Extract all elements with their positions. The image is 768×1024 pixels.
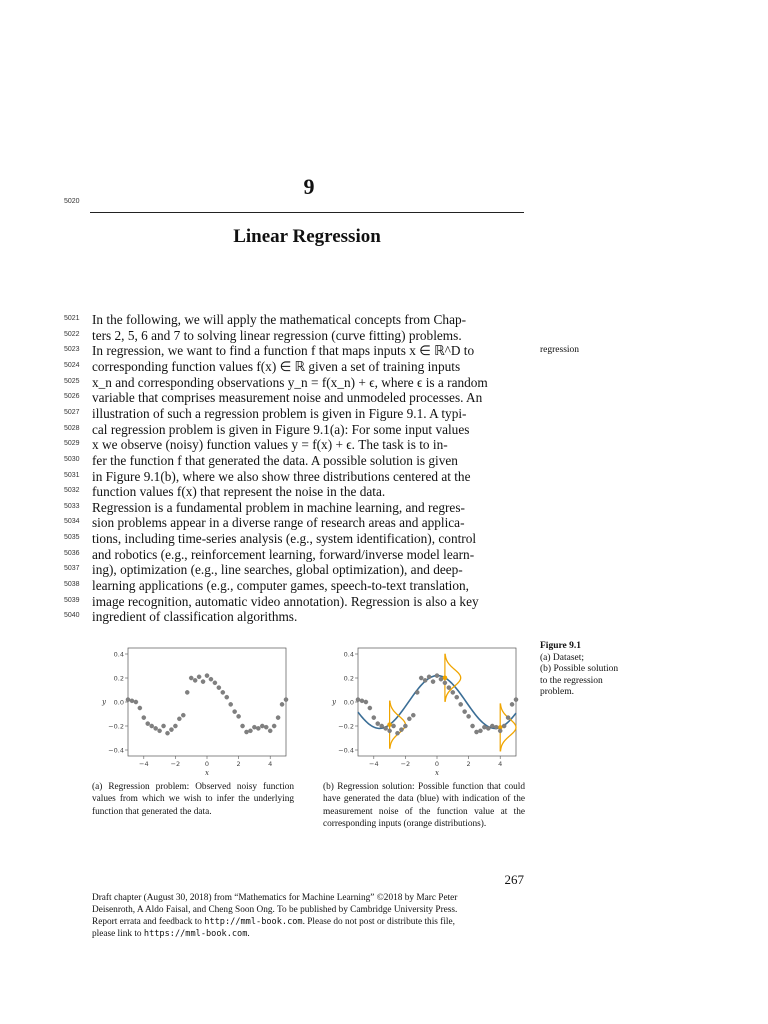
- data-point: [502, 724, 506, 728]
- line-number: 5027: [64, 408, 80, 416]
- y-tick-label: 0.0: [343, 698, 354, 707]
- subcaption-a: (a) Regression problem: Observed noisy function values from which we wish to infer the underlying function that generated the data.: [92, 782, 294, 817]
- data-point: [233, 710, 237, 714]
- data-point: [384, 726, 388, 730]
- data-point: [189, 676, 193, 680]
- footer-line: please link to https://mml-book.com.: [92, 929, 250, 940]
- data-point: [388, 729, 392, 733]
- body-line: variable that comprises measurement noise and unmodeled processes. An: [92, 390, 483, 406]
- figure-caption-line: to the regression: [540, 675, 603, 686]
- data-point: [356, 698, 360, 702]
- x-tick-label: −4: [369, 760, 379, 768]
- body-line: ing), optimization (e.g., line searches, global optimization), and deep-: [92, 562, 463, 578]
- footer-line: Deisenroth, A Aldo Faisal, and Cheng Soon Ong. To be published by Cambridge University Press.: [92, 905, 458, 916]
- body-line: image recognition, automatic video annotation). Regression is also a key: [92, 593, 479, 609]
- data-point: [399, 728, 403, 732]
- model-curve: [358, 676, 516, 729]
- footer-url-link[interactable]: http://mml-book.com: [204, 917, 303, 928]
- body-line: illustration of such a regression problem is given in Figure 9.1. A typi-: [92, 405, 467, 421]
- data-point: [403, 724, 407, 728]
- data-point: [197, 675, 201, 679]
- line-number: 5035: [64, 534, 80, 542]
- line-number: 5031: [64, 471, 80, 479]
- data-point: [364, 700, 368, 704]
- data-point: [467, 714, 471, 718]
- x-tick-label: 0: [434, 760, 440, 768]
- x-axis-label: x: [435, 769, 439, 776]
- figure-caption-line: problem.: [540, 687, 575, 697]
- data-point: [142, 716, 146, 720]
- data-point: [221, 690, 225, 694]
- body-line: tions, including time-series analysis (e.g., system identification), control: [92, 531, 477, 547]
- figure-caption-line: (a) Dataset;: [540, 652, 585, 663]
- footer-line: Draft chapter (August 30, 2018) from “Mathematics for Machine Learning” ©2018 by Marc Peter: [92, 893, 458, 903]
- chart-a-regression-problem: [92, 640, 292, 776]
- data-point: [435, 674, 439, 678]
- line-number: 5023: [64, 346, 80, 354]
- data-point: [138, 706, 142, 710]
- data-point: [237, 714, 241, 718]
- line-number: 5038: [64, 581, 80, 589]
- line-number: 5030: [64, 455, 80, 463]
- data-point: [268, 729, 272, 733]
- margin-note: regression: [540, 345, 580, 355]
- data-point: [146, 722, 150, 726]
- data-point: [411, 713, 415, 717]
- line-number: 5032: [64, 487, 80, 495]
- body-line: sion problems appear in a diverse range of research areas and applica-: [92, 515, 465, 531]
- line-number: 5039: [64, 596, 80, 604]
- data-point: [169, 728, 173, 732]
- data-point: [498, 729, 502, 733]
- body-line: learning applications (e.g., computer games, speech-to-text translation,: [92, 578, 469, 594]
- data-point: [244, 730, 248, 734]
- data-point: [419, 676, 423, 680]
- data-point: [478, 729, 482, 733]
- data-point: [217, 686, 221, 690]
- figure-caption-line: (b) Possible solution: [540, 664, 619, 674]
- data-point: [154, 726, 158, 730]
- data-point: [264, 725, 268, 729]
- data-point: [439, 677, 443, 681]
- chapter-rule: [90, 212, 524, 213]
- data-point: [272, 724, 276, 728]
- y-tick-label: −0.4: [108, 746, 124, 755]
- plot-frame: [358, 648, 516, 756]
- x-tick-label: 4: [498, 760, 503, 768]
- figure-label: Figure 9.1: [540, 641, 581, 651]
- x-axis-label: x: [205, 769, 209, 776]
- body-line: ingredient of classification algorithms.: [92, 609, 298, 625]
- x-tick-label: 2: [236, 760, 241, 768]
- x-tick-label: 2: [466, 760, 471, 768]
- y-tick-label: −0.2: [108, 722, 124, 731]
- line-number: 5021: [64, 315, 80, 322]
- x-tick-label: −2: [170, 760, 181, 768]
- data-point: [130, 699, 134, 703]
- noise-center-point: [443, 675, 448, 680]
- footer-url-link[interactable]: https://mml-book.com: [143, 929, 248, 940]
- line-number: 5040: [64, 612, 80, 620]
- data-point: [443, 681, 447, 685]
- body-line: fer the function f that generated the data. A possible solution is given: [92, 452, 458, 468]
- data-point: [494, 725, 498, 729]
- data-point: [451, 690, 455, 694]
- data-point: [181, 713, 185, 717]
- data-point: [225, 695, 229, 699]
- chapter-number: 9: [303, 174, 315, 199]
- data-point: [380, 724, 384, 728]
- chapter-title: Linear Regression: [233, 226, 381, 247]
- data-point: [470, 724, 474, 728]
- line-number: 5024: [64, 361, 80, 369]
- data-point: [193, 678, 197, 682]
- data-point: [372, 716, 376, 720]
- y-tick-label: 0.2: [113, 674, 124, 683]
- line-number: 5033: [64, 502, 80, 510]
- data-point: [376, 722, 380, 726]
- y-axis-label: y: [332, 698, 336, 706]
- data-point: [486, 726, 490, 730]
- line-number: 5022: [64, 330, 80, 338]
- x-tick-label: 4: [268, 760, 273, 768]
- data-point: [173, 724, 177, 728]
- body-line: corresponding function values f(x) ∈ ℝ given a set of training inputs: [92, 358, 461, 374]
- x-tick-label: −4: [139, 760, 149, 768]
- data-point: [213, 681, 217, 685]
- chart-b-regression-solution: [322, 640, 522, 776]
- data-point: [165, 731, 169, 735]
- y-axis-label: y: [102, 698, 106, 706]
- footer-line: Report errata and feedback to http://mml-book.com. Please do not post or distribute this file,: [92, 917, 455, 928]
- figure-caption: [540, 641, 650, 699]
- data-point: [126, 698, 130, 702]
- body-line: x we observe (noisy) function values y = f(x) + ϵ. The task is to in-: [92, 437, 448, 453]
- data-point: [395, 731, 399, 735]
- data-point: [482, 725, 486, 729]
- data-point: [248, 729, 252, 733]
- data-point: [280, 702, 284, 706]
- y-tick-label: 0.0: [113, 698, 124, 707]
- data-point: [205, 674, 209, 678]
- body-line: In the following, we will apply the mathematical concepts from Chap-: [92, 312, 467, 327]
- x-tick-label: −2: [400, 760, 411, 768]
- data-point: [447, 686, 451, 690]
- data-point: [240, 724, 244, 728]
- line-number: 5029: [64, 440, 80, 448]
- data-point: [185, 690, 189, 694]
- data-point: [391, 724, 395, 728]
- data-point: [134, 700, 138, 704]
- y-tick-label: 0.2: [343, 674, 354, 683]
- line-number: 5026: [64, 393, 80, 401]
- footer: [92, 892, 532, 940]
- page-number: 267: [504, 872, 524, 887]
- data-point: [407, 717, 411, 721]
- line-number: 5025: [64, 377, 80, 385]
- y-tick-label: 0.4: [343, 650, 354, 659]
- body-line: function values f(x) that represent the noise in the data.: [92, 484, 386, 500]
- data-point: [284, 698, 288, 702]
- data-point: [423, 678, 427, 682]
- data-point: [158, 729, 162, 733]
- data-point: [514, 698, 518, 702]
- body-line: and robotics (e.g., reinforcement learning, forward/inverse model learn-: [92, 546, 475, 562]
- data-point: [360, 699, 364, 703]
- data-point: [415, 690, 419, 694]
- noise-center-point: [387, 722, 392, 727]
- data-point: [276, 716, 280, 720]
- y-tick-label: −0.4: [338, 746, 354, 755]
- line-number: 5028: [64, 424, 80, 432]
- body-line: ters 2, 5, 6 and 7 to solving linear regression (curve fitting) problems.: [92, 327, 462, 343]
- data-point: [177, 717, 181, 721]
- data-point: [474, 730, 478, 734]
- data-point: [427, 675, 431, 679]
- body-line: In regression, we want to find a function f that maps inputs x ∈ ℝ^D to: [92, 343, 475, 359]
- subcaption-b: (b) Regression solution: Possible function that could have generated the data (blue) with indication of the measurement noise of the function value at the corresponding inputs (orange distributions).: [323, 782, 525, 830]
- data-point: [368, 706, 372, 710]
- data-point: [260, 724, 264, 728]
- data-point: [256, 726, 260, 730]
- line-number: 5034: [64, 518, 80, 526]
- data-point: [150, 724, 154, 728]
- body-line: x_n and corresponding observations y_n = f(x_n) + ϵ, where ϵ is a random: [92, 374, 488, 390]
- line-number: 5036: [64, 549, 80, 557]
- data-point: [201, 680, 205, 684]
- x-tick-label: 0: [204, 760, 210, 768]
- data-point: [463, 710, 467, 714]
- data-point: [455, 695, 459, 699]
- data-point: [252, 725, 256, 729]
- y-tick-label: −0.2: [338, 722, 354, 731]
- data-point: [161, 724, 165, 728]
- data-point: [209, 677, 213, 681]
- data-point: [490, 724, 494, 728]
- data-point: [459, 702, 463, 706]
- y-tick-label: 0.4: [113, 650, 124, 659]
- body-line: Regression is a fundamental problem in machine learning, and regres-: [92, 499, 465, 515]
- body-line: cal regression problem is given in Figure 9.1(a): For some input values: [92, 421, 470, 437]
- data-point: [510, 702, 514, 706]
- line-number-header: 5020: [64, 198, 80, 205]
- data-point: [229, 702, 233, 706]
- data-point: [431, 680, 435, 684]
- line-number: 5037: [64, 565, 80, 573]
- data-point: [506, 716, 510, 720]
- body-line: in Figure 9.1(b), where we also show three distributions centered at the: [92, 468, 471, 484]
- plot-frame: [128, 648, 286, 756]
